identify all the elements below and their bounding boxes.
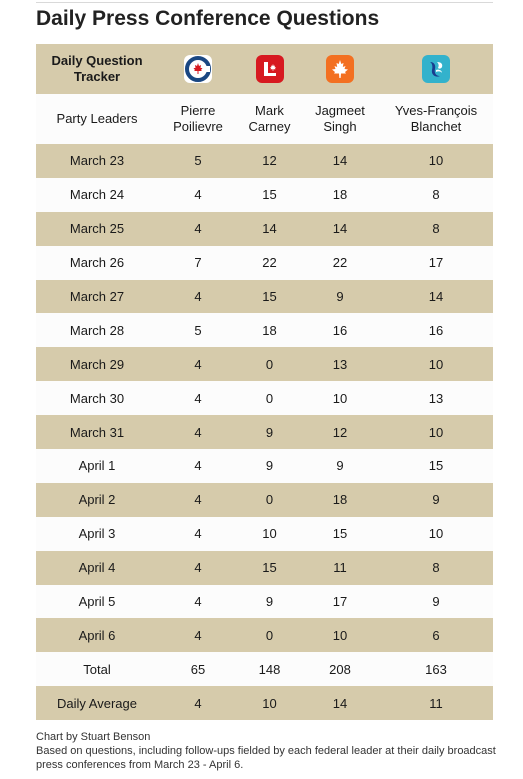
table-cell: 4 bbox=[194, 560, 202, 576]
table-cell: 9 bbox=[265, 594, 274, 610]
table-cell: 14 bbox=[332, 695, 348, 711]
table-row bbox=[36, 585, 493, 619]
table-cell: 0 bbox=[265, 356, 274, 372]
row-label: April 1 bbox=[78, 458, 116, 474]
table-cell: 16 bbox=[428, 322, 444, 338]
table-cell: 4 bbox=[194, 424, 202, 440]
table-cell: 5 bbox=[194, 322, 202, 338]
table-cell: 4 bbox=[194, 458, 202, 474]
table-row bbox=[36, 347, 493, 381]
top-divider bbox=[36, 2, 493, 3]
row-label: Daily Average bbox=[57, 695, 137, 711]
table-cell: 0 bbox=[265, 627, 274, 643]
table-cell: 4 bbox=[194, 356, 202, 372]
conservative-logo-icon bbox=[184, 55, 212, 83]
table-cell: 15 bbox=[428, 458, 444, 474]
row-label: March 23 bbox=[69, 153, 125, 169]
table-cell: 8 bbox=[432, 560, 440, 576]
table-cell: 10 bbox=[332, 627, 348, 643]
row-label: March 29 bbox=[69, 356, 125, 372]
leader-name-blanchet: Yves-François Blanchet bbox=[394, 103, 478, 134]
table-cell: 4 bbox=[194, 492, 202, 508]
table-cell: 4 bbox=[194, 526, 202, 542]
table-cell: 4 bbox=[194, 594, 202, 610]
table-row bbox=[36, 381, 493, 415]
table-cell: 22 bbox=[262, 255, 277, 271]
table-cell: 17 bbox=[332, 594, 348, 610]
table-cell: 10 bbox=[332, 390, 348, 406]
table-row bbox=[36, 280, 493, 314]
row-label: April 2 bbox=[78, 492, 116, 508]
table-cell: 14 bbox=[428, 289, 444, 304]
table-cell: 22 bbox=[332, 255, 348, 271]
table-row bbox=[36, 415, 493, 449]
ndp-logo-icon bbox=[326, 55, 354, 83]
table-cell: 13 bbox=[428, 390, 444, 406]
tracker-label: Daily Question Tracker bbox=[51, 53, 143, 84]
table-row bbox=[36, 178, 493, 212]
table-cell: 163 bbox=[425, 661, 447, 677]
table-cell: 10 bbox=[262, 695, 277, 711]
table-cell: 10 bbox=[428, 153, 444, 169]
table-cell: 17 bbox=[428, 255, 444, 271]
table-cell: 5 bbox=[194, 153, 202, 169]
party-leaders-label: Party Leaders bbox=[56, 111, 138, 126]
chart-title: Daily Press Conference Questions bbox=[36, 7, 380, 30]
table-cell: 208 bbox=[329, 661, 351, 677]
table-cell: 0 bbox=[265, 390, 274, 406]
table-cell: 10 bbox=[428, 526, 444, 542]
question-tracker-table bbox=[36, 44, 493, 720]
table-cell: 148 bbox=[258, 661, 281, 677]
table-row bbox=[36, 686, 493, 720]
table-cell: 9 bbox=[265, 458, 274, 474]
table-row bbox=[36, 517, 493, 551]
table-cell: 11 bbox=[429, 695, 443, 711]
row-label: March 28 bbox=[69, 322, 125, 338]
table-cell: 4 bbox=[194, 627, 202, 643]
table-cell: 18 bbox=[332, 187, 348, 203]
table-cell: 10 bbox=[262, 526, 277, 542]
row-label: March 25 bbox=[69, 221, 125, 237]
row-label: April 5 bbox=[78, 594, 116, 610]
table-cell: 16 bbox=[332, 322, 348, 338]
table-cell: 9 bbox=[432, 492, 440, 508]
table-row bbox=[36, 551, 493, 585]
table-row bbox=[36, 483, 493, 517]
table-cell: 6 bbox=[432, 627, 440, 643]
table-row bbox=[36, 144, 493, 178]
row-label: March 24 bbox=[69, 187, 125, 203]
table-cell: 18 bbox=[332, 492, 348, 508]
chart-footer bbox=[36, 730, 496, 772]
table-cell: 10 bbox=[428, 356, 444, 372]
table-cell: 13 bbox=[332, 356, 348, 372]
table-cell: 14 bbox=[262, 221, 277, 237]
table-cell: 15 bbox=[262, 560, 277, 576]
table-body bbox=[36, 144, 493, 720]
table-cell: 15 bbox=[332, 526, 348, 542]
row-label: March 26 bbox=[69, 255, 125, 271]
leader-name-poilievre: Pierre Poilievre bbox=[173, 103, 223, 134]
row-label: March 31 bbox=[69, 424, 125, 440]
row-label: April 6 bbox=[78, 627, 116, 643]
row-label: March 30 bbox=[69, 390, 125, 406]
table-row bbox=[36, 618, 493, 652]
table-row bbox=[36, 449, 493, 483]
table-cell: 0 bbox=[265, 492, 274, 508]
table-cell: 12 bbox=[332, 424, 348, 440]
table-cell: 9 bbox=[336, 458, 344, 474]
row-label: Total bbox=[83, 661, 111, 677]
leader-name-singh: Jagmeet Singh bbox=[315, 103, 365, 134]
table-cell: 4 bbox=[194, 289, 202, 304]
table-cell: 9 bbox=[265, 424, 274, 440]
table-row bbox=[36, 246, 493, 280]
row-label: April 4 bbox=[78, 560, 116, 576]
table-cell: 18 bbox=[262, 322, 277, 338]
party-leaders-row bbox=[36, 94, 493, 144]
table-cell: 4 bbox=[194, 390, 202, 406]
table-row bbox=[36, 652, 493, 686]
row-label: March 27 bbox=[69, 289, 125, 304]
leader-name-carney: Mark Carney bbox=[248, 103, 291, 134]
chart-credit: Chart by Stuart Benson bbox=[36, 731, 151, 743]
chart-note: Based on questions, including follow-ups fielded by each federal leader at their daily broadcast press conferences from March 23 - April 6. bbox=[36, 745, 496, 771]
table-cell: 4 bbox=[194, 187, 202, 203]
table-header-row bbox=[36, 44, 493, 94]
table-cell: 15 bbox=[262, 187, 277, 203]
table-cell: 11 bbox=[333, 560, 347, 576]
row-label: April 3 bbox=[78, 526, 116, 542]
table-cell: 14 bbox=[332, 153, 348, 169]
bloc-logo-icon bbox=[422, 55, 450, 83]
table-cell: 12 bbox=[262, 153, 277, 169]
table-cell: 65 bbox=[190, 661, 206, 677]
table-row bbox=[36, 313, 493, 347]
table-cell: 8 bbox=[432, 221, 440, 237]
table-row bbox=[36, 212, 493, 246]
table-cell: 9 bbox=[336, 289, 344, 304]
table-cell: 4 bbox=[194, 221, 202, 237]
table-cell: 14 bbox=[332, 221, 348, 237]
liberal-logo-icon bbox=[256, 55, 284, 83]
table-cell: 9 bbox=[432, 594, 440, 610]
table-cell: 8 bbox=[432, 187, 440, 203]
table-cell: 7 bbox=[194, 255, 202, 271]
table-cell: 10 bbox=[428, 424, 444, 440]
table-cell: 15 bbox=[262, 289, 277, 304]
table-cell: 4 bbox=[194, 695, 202, 711]
